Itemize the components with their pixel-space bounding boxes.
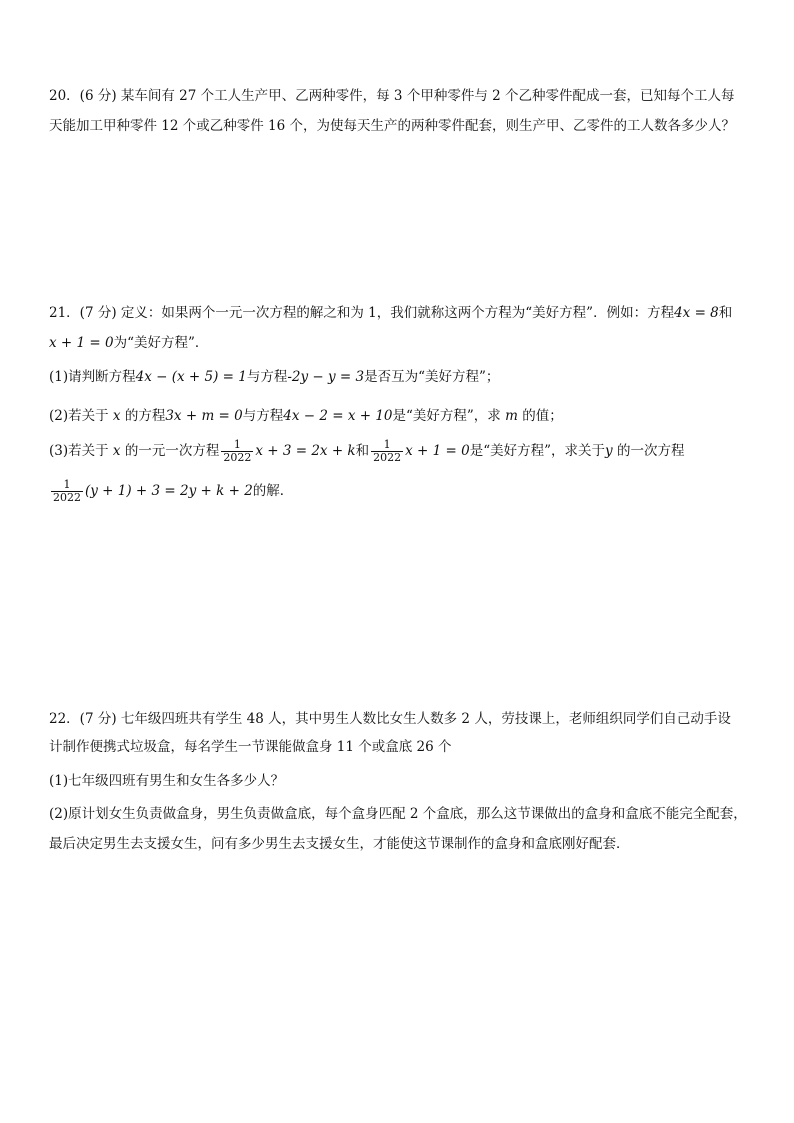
- q21-part-3: [49, 439, 684, 464]
- fraction-denominator: 2022: [53, 491, 81, 504]
- q21-p3-fraction-2: [371, 439, 403, 464]
- fraction-numerator: 1: [63, 478, 71, 491]
- q21-p1-tail: 是否互为“美好方程”；: [364, 369, 500, 385]
- q21-p2-mid2: 与方程: [242, 408, 284, 424]
- q22-part-1: (1)七年级四班有男生和女生各多少人？: [49, 773, 285, 789]
- q21-and: 和: [718, 305, 733, 321]
- q21-p1-eq1: 4x − (x + 5) = 1: [135, 369, 247, 385]
- q21-p2-eq1: 3x + m = 0: [165, 408, 243, 424]
- q21-p1-eq2: -2y − y = 3: [287, 369, 365, 385]
- q22-part-2-line-2: 最后决定男生去支援女生，问有多少男生去支援女生，才能使这节课制作的盒身和盒底刚好配套．: [49, 836, 630, 852]
- q21-part-1: [49, 367, 499, 387]
- q21-p2-mid3: 是“美好方程”，求: [392, 408, 501, 424]
- q21-part-3-equation: [49, 479, 293, 504]
- q21-definition-text: 21．(7 分) 定义：如果两个一元一次方程的解之和为 1，我们就称这两个方程为“美好方程”．例如：方程: [49, 305, 675, 321]
- q21-example-eq1: 4x = 8: [674, 305, 719, 321]
- q21-p3-fraction-1: [221, 439, 253, 464]
- q21-p3b-eq: (y + 1) + 3 = 2y + k + 2: [85, 483, 253, 499]
- fraction-numerator: 1: [233, 438, 241, 451]
- q21-p2-tail: 的值；: [522, 408, 563, 424]
- q21-p3-eq2: x + 1 = 0: [405, 443, 470, 459]
- q22-line-2: 计制作便携式垃圾盒，每名学生一节课能做盒身 11 个或盒底 26 个: [49, 739, 452, 755]
- q21-p1-prefix: (1)请判断方程: [49, 369, 136, 385]
- q22-line-1: 22．(7 分) 七年级四班共有学生 48 人，其中男生人数比女生人数多 2 人，劳技课上，老师组织同学们自己动手设: [49, 711, 731, 727]
- q21-p3-mid2: 是“美好方程”，求关于: [469, 443, 606, 459]
- fraction-denominator: 2022: [373, 451, 402, 464]
- q21-p3-prefix: (3)若关于: [49, 443, 109, 459]
- q21-p2-var2: m: [505, 408, 518, 424]
- q21-line-2: [49, 333, 208, 353]
- fraction-denominator: 2022: [223, 451, 252, 464]
- q20-line-1: 20．(6 分) 某车间有 27 个工人生产甲、乙两种零件，每 3 个甲种零件与 2 个乙种零件配成一套，已知每个工人每: [49, 88, 735, 104]
- q21-p1-mid: 与方程: [246, 369, 288, 385]
- q21-p2-prefix: (2)若关于: [49, 408, 109, 424]
- q22-part-2-line-1: (2)原计划女生负责做盒身，男生负责做盒底，每个盒身匹配 2 个盒底，那么这节课做出的盒身和盒底不能完全配套，: [49, 806, 747, 822]
- q21-p3b-fraction: [51, 479, 83, 504]
- q20-line-2: 天能加工甲种零件 12 个或乙种零件 16 个，为使每天生产的两种零件配套，则生产甲、乙零件的工人数各多少人？: [49, 118, 736, 134]
- q21-part-2: [49, 406, 563, 426]
- q21-p2-eq2: 4x − 2 = x + 10: [283, 408, 393, 424]
- q21-p3-mid1: 的一元一次方程: [124, 443, 220, 459]
- q21-p3b-tail: 的解．: [252, 483, 294, 499]
- q21-p3-eq1: x + 3 = 2x + k: [255, 443, 356, 459]
- q21-line-1: [49, 303, 732, 323]
- q21-p3-and: 和: [355, 443, 370, 459]
- fraction-numerator: 1: [383, 438, 391, 451]
- q21-p3-var2: y: [605, 443, 613, 459]
- q21-example-tail: 为“美好方程”．: [113, 335, 209, 351]
- q21-p2-mid1: 的方程: [124, 408, 166, 424]
- q21-example-eq2: x + 1 = 0: [49, 335, 114, 351]
- q21-p3-var: x: [112, 443, 121, 459]
- q21-p3-tail: 的一次方程: [616, 443, 685, 459]
- q21-p2-var: x: [112, 408, 121, 424]
